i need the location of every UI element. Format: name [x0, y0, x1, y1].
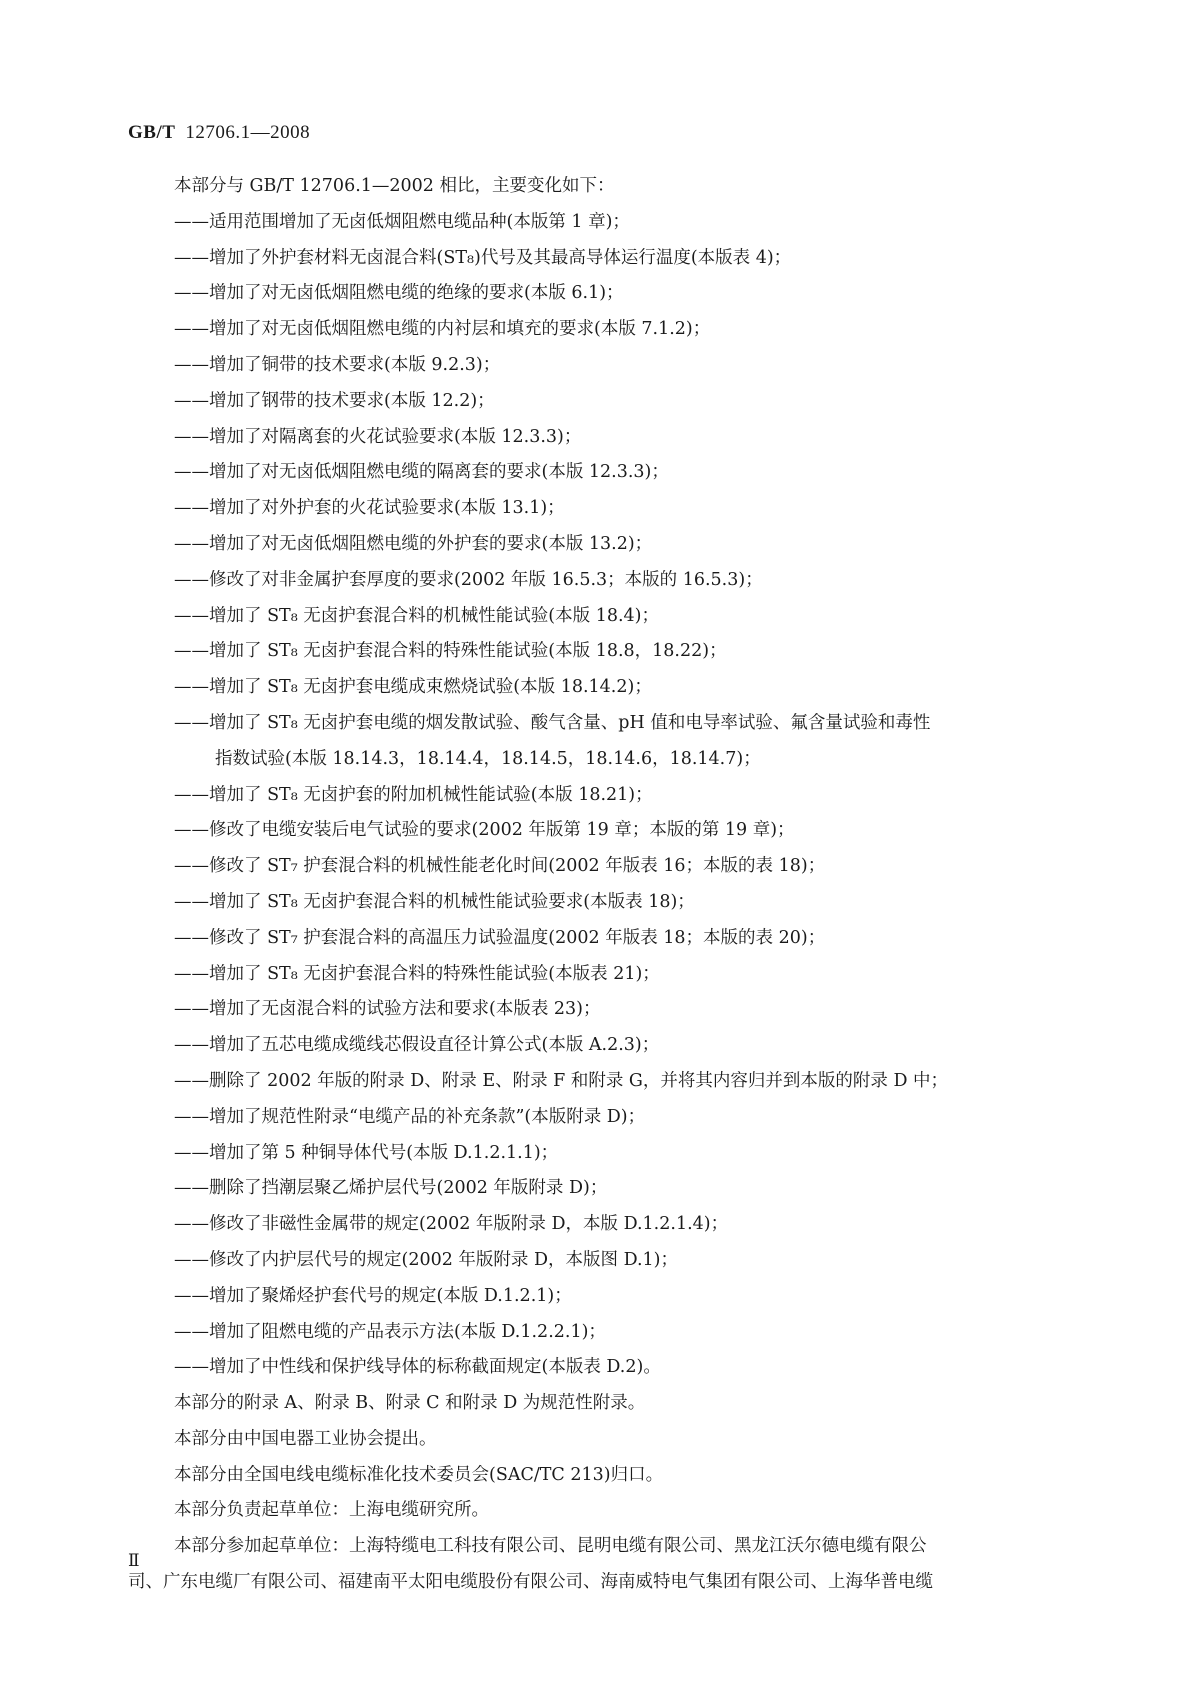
document-body	[128, 169, 1058, 1601]
change-list-item: ——修改了 ST₇ 护套混合料的机械性能老化时间(2002 年版表 16；本版的表 18)；	[174, 856, 826, 877]
change-list-item: ——增加了外护套材料无卤混合料(ST₈)代号及其最高导体运行温度(本版表 4)；	[174, 247, 792, 268]
change-list-item: ——增加了铜带的技术要求(本版 9.2.3)；	[174, 354, 501, 375]
change-list-item: ——增加了对无卤低烟阻燃电缆的内衬层和填充的要求(本版 7.1.2)；	[174, 319, 711, 340]
paragraph-continuation-line: 司、广东电缆厂有限公司、福建南平太阳电缆股份有限公司、海南威特电气集团有限公司、上海华普电缆	[128, 1572, 933, 1593]
change-list-item: ——增加了对无卤低烟阻燃电缆的隔离套的要求(本版 12.3.3)；	[174, 462, 669, 483]
paragraph-line: 本部分由中国电器工业协会提出。	[174, 1428, 437, 1449]
change-list-item: ——修改了非磁性金属带的规定(2002 年版附录 D，本版 D.1.2.1.4)；	[174, 1214, 729, 1235]
change-list-item: ——增加了五芯电缆成缆线芯假设直径计算公式(本版 A.2.3)；	[174, 1035, 660, 1056]
change-list-item: ——增加了阻燃电缆的产品表示方法(本版 D.1.2.2.1)；	[174, 1321, 606, 1342]
change-list-item: ——删除了 2002 年版的附录 D、附录 E、附录 F 和附录 G，并将其内容归并到本版的附录 D 中；	[174, 1070, 949, 1091]
standard-code: GB/T	[128, 122, 176, 143]
change-list-item: ——增加了第 5 种铜导体代号(本版 D.1.2.1.1)；	[174, 1142, 559, 1163]
change-list-item: ——修改了电缆安装后电气试验的要求(2002 年版第 19 章；本版的第 19 章)；	[174, 820, 795, 841]
standard-number: 12706.1—2008	[185, 122, 311, 143]
paragraph-line: 本部分参加起草单位：上海特缆电工科技有限公司、昆明电缆有限公司、黑龙江沃尔德电缆有限公	[174, 1536, 927, 1557]
change-list-item: ——增加了 ST₈ 无卤护套混合料的机械性能试验(本版 18.4)；	[174, 605, 659, 626]
change-list-item: ——删除了挡潮层聚乙烯护层代号(2002 年版附录 D)；	[174, 1178, 608, 1199]
paragraph-line: 本部分负责起草单位：上海电缆研究所。	[174, 1500, 489, 1521]
change-list-item: ——修改了对非金属护套厚度的要求(2002 年版 16.5.3；本版的 16.5.3)；	[174, 569, 763, 590]
change-list-item: ——增加了对隔离套的火花试验要求(本版 12.3.3)；	[174, 426, 582, 447]
change-list-item: ——增加了对外护套的火花试验要求(本版 13.1)；	[174, 498, 565, 519]
change-list-item: ——增加了对无卤低烟阻燃电缆的绝缘的要求(本版 6.1)；	[174, 283, 624, 304]
change-list-item: ——增加了 ST₈ 无卤护套的附加机械性能试验(本版 18.21)；	[174, 784, 653, 805]
change-list-item: ——增加了中性线和保护线导体的标称截面规定(本版表 D.2)。	[174, 1357, 661, 1378]
change-list-item: ——增加了聚烯烃护套代号的规定(本版 D.1.2.1)；	[174, 1285, 572, 1306]
document-header	[128, 122, 310, 144]
change-list-item: ——修改了内护层代号的规定(2002 年版附录 D，本版图 D.1)；	[174, 1249, 679, 1270]
page-number: Ⅱ	[128, 1551, 140, 1570]
change-list-item: ——增加了对无卤低烟阻燃电缆的外护套的要求(本版 13.2)；	[174, 533, 653, 554]
paragraph-line: 本部分与 GB/T 12706.1—2002 相比，主要变化如下：	[174, 176, 615, 196]
change-list-item: ——适用范围增加了无卤低烟阻燃电缆品种(本版第 1 章)；	[174, 211, 630, 232]
change-list-item: ——增加了 ST₈ 无卤护套混合料的特殊性能试验(本版表 21)；	[174, 963, 660, 984]
change-list-item: ——增加了 ST₈ 无卤护套混合料的机械性能试验要求(本版表 18)；	[174, 891, 695, 912]
change-list-item: ——增加了 ST₈ 无卤护套混合料的特殊性能试验(本版 18.8，18.22)；	[174, 641, 727, 662]
change-list-item: ——增加了 ST₈ 无卤护套电缆成束燃烧试验(本版 18.14.2)；	[174, 677, 652, 698]
change-list-item-continuation: 指数试验(本版 18.14.3，18.14.4，18.14.5，18.14.6，18.14.7)；	[215, 748, 761, 769]
change-list-item: ——增加了钢带的技术要求(本版 12.2)；	[174, 390, 495, 411]
change-list-item: ——增加了无卤混合料的试验方法和要求(本版表 23)；	[174, 999, 601, 1020]
paragraph-line: 本部分由全国电线电缆标准化技术委员会(SAC/TC 213)归口。	[174, 1464, 664, 1485]
change-list-item: ——增加了 ST₈ 无卤护套电缆的烟发散试验、酸气含量、pH 值和电导率试验、氟含量试验和毒性	[174, 712, 931, 733]
change-list-item: ——修改了 ST₇ 护套混合料的高温压力试验温度(2002 年版表 18；本版的表 20)；	[174, 927, 826, 948]
change-list-item: ——增加了规范性附录“电缆产品的补充条款”(本版附录 D)；	[174, 1106, 646, 1127]
paragraph-line: 本部分的附录 A、附录 B、附录 C 和附录 D 为规范性附录。	[174, 1393, 646, 1414]
